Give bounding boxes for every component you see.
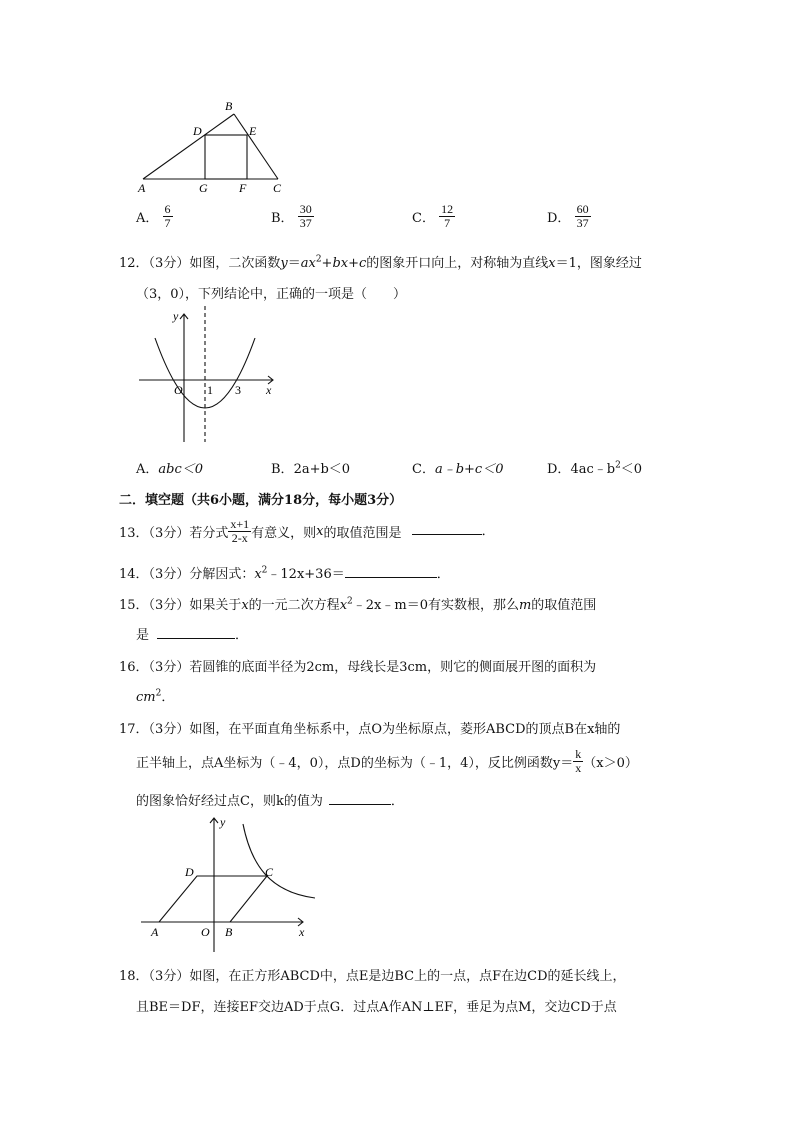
q16-line2: $cm^2$． bbox=[136, 688, 175, 705]
label-C: C bbox=[273, 181, 282, 195]
q17-x-label: x bbox=[299, 925, 305, 939]
q16-line1: 16．（3分）若圆锥的底面半径为2cm，母线长是3cm，则它的侧面展开图的面积为 bbox=[119, 660, 597, 675]
q11-option-b: B． $\frac{30}{37}$ bbox=[271, 202, 312, 230]
q17-label-C: C bbox=[265, 865, 274, 879]
q11-figure bbox=[135, 98, 285, 196]
q12-figure bbox=[135, 306, 285, 446]
q11-option-a: A． $\frac{6}{7}$ bbox=[136, 202, 171, 230]
q12-option-c: C．a﹣b+c＜0 bbox=[412, 462, 504, 477]
q12-y-label: y bbox=[173, 309, 179, 323]
q17-line3: 的图象恰好经过点C，则k的值为 ． bbox=[136, 790, 404, 809]
q14: 14．（3分）分解因式：$x^2﹣12x+36=$ ． bbox=[119, 563, 450, 582]
q17-line2: 正半轴上，点A坐标为（﹣4，0），点D的坐标为（﹣1，4），反比例函数y＝ $\frac{k}{x}$ （x＞0） bbox=[136, 747, 638, 775]
q11-option-c: C． $\frac{12}{7}$ bbox=[412, 202, 454, 230]
q12-option-a: A．abc＜0 bbox=[136, 462, 204, 477]
q17-y-label: y bbox=[220, 815, 226, 829]
q17-label-A: A bbox=[151, 925, 159, 939]
label-G: G bbox=[199, 181, 208, 195]
q17-blank[interactable] bbox=[329, 790, 391, 805]
q12-option-b: B．2a+b＜0 bbox=[271, 462, 351, 477]
q12-line1: 12．（3分）如图，二次函数$y=ax^2+bx+c$的图象开口向上，对称轴为直线x＝1，图象经过 bbox=[119, 254, 642, 271]
q18-line1: 18．（3分）如图，在正方形ABCD中，点E是边BC上的一点，点F在边CD的延长线上， bbox=[119, 969, 626, 984]
q15-line2: 是 ． bbox=[136, 624, 248, 643]
q17-line1: 17．（3分）如图，在平面直角坐标系中，点O为坐标原点，菱形ABCD的顶点B在x轴的 bbox=[119, 722, 621, 737]
q12-x-label: x bbox=[266, 383, 272, 397]
q14-blank[interactable] bbox=[345, 563, 437, 578]
q12-option-d: D．$4ac﹣b^2<0$ bbox=[547, 460, 643, 477]
q18-line2: 且BE＝DF，连接EF交边AD于点G．过点A作AN⊥EF，垂足为点M，交边CD于点 bbox=[136, 1000, 617, 1015]
q15-line1: 15．（3分）如果关于x的一元二次方程$x^2﹣2x﹣m=0$有实数根，那么m的取值范围 bbox=[119, 596, 597, 613]
q12-line2: （3，0），下列结论中，正确的一项是（ ） bbox=[136, 287, 407, 302]
label-F: F bbox=[239, 181, 247, 195]
q12-tick-3: 3 bbox=[235, 383, 241, 397]
q12-tick-1: 1 bbox=[207, 383, 213, 397]
q13-blank[interactable] bbox=[412, 520, 482, 535]
section-2-title: 二．填空题（共6小题，满分18分，每小题3分） bbox=[119, 493, 403, 508]
label-D: D bbox=[193, 124, 202, 138]
label-B: B bbox=[225, 99, 233, 113]
q17-label-O: O bbox=[201, 925, 210, 939]
q17-label-B: B bbox=[225, 925, 233, 939]
q11-option-d: D． $\frac{60}{37}$ bbox=[547, 202, 589, 230]
q17-figure bbox=[135, 814, 315, 954]
q13: 13．（3分）若分式 $\frac{x+1}{2-x}$ 有意义，则x的取值范围是 ． bbox=[119, 517, 495, 545]
label-A: A bbox=[138, 181, 146, 195]
q15-blank[interactable] bbox=[157, 624, 235, 639]
label-E: E bbox=[249, 124, 257, 138]
q17-label-D: D bbox=[185, 865, 194, 879]
q12-origin-label: O bbox=[174, 383, 183, 397]
